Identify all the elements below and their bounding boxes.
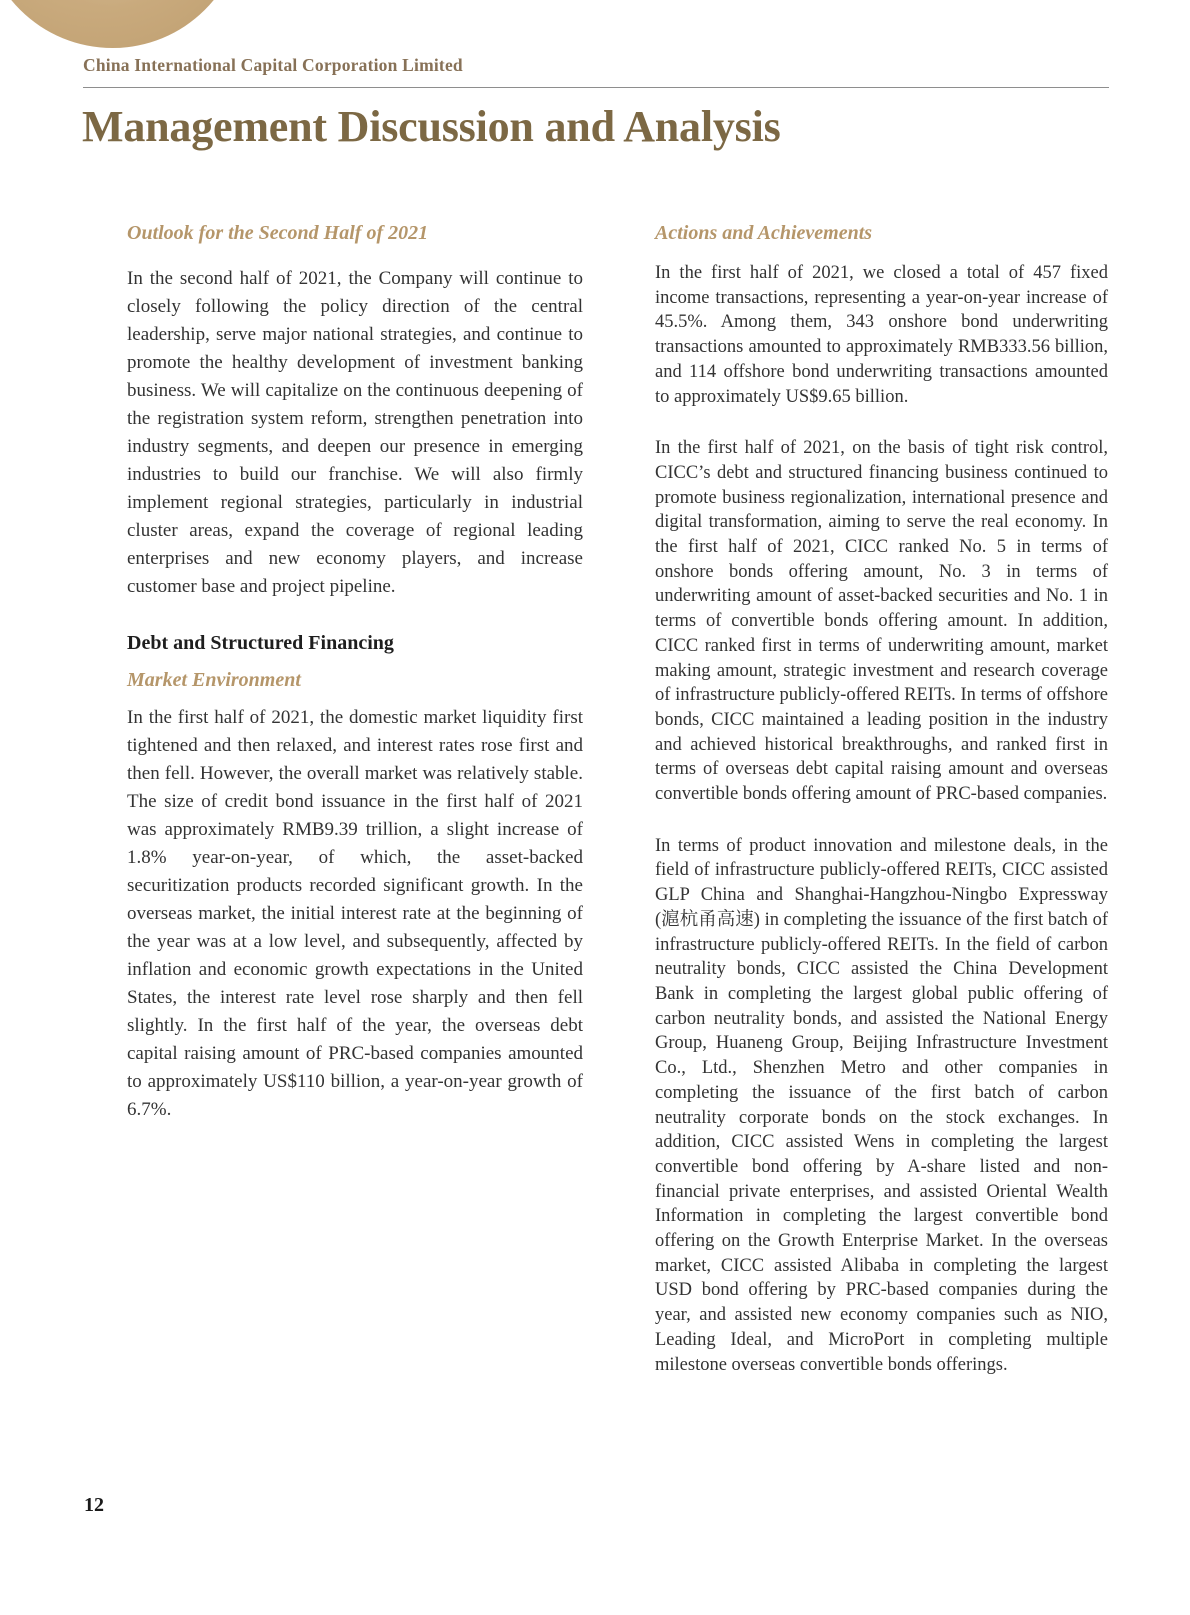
paragraph-business-rankings: In the first half of 2021, on the basis of tight risk control, CICC’s debt and structured financing business continued to promote business regionalization, international presence and digital transformation, aiming to serve the real economy. In the first half of 2021, CICC ranked No. 5 in terms of onshore bonds offering amount, No. 3 in terms of underwriting amount of asset-backed securities and No. 1 in terms of convertible bonds offering amount. In addition, CICC ranked first in terms of underwriting amount, market making amount, strategic investment and research coverage of infrastructure publicly-offered REITs. In terms of offshore bonds, CICC maintained a leading position in the industry and achieved historical breakthroughs, and ranked first in terms of overseas debt capital raising amount and overseas convertible bonds offering amount of PRC-based companies. [655,438,1108,805]
left-column [127,222,583,1124]
page-title: Management Discussion and Analysis [82,102,781,151]
header-divider [83,87,1109,88]
corner-seal-logo [0,0,243,48]
heading-actions-achievements: Actions and Achievements [655,222,873,244]
paragraph-product-innovation: In terms of product innovation and milestone deals, in the field of infrastructure publicly-offered REITs, CICC assisted GLP China and Shanghai-Hangzhou-Ningbo Expressway (滬杭甬高速) in completing the issuance of the first batch of infrastructure publicly-offered REITs. In the field of carbon neutrality bonds, CICC assisted the China Development Bank in completing the largest global public offering of carbon neutrality bonds, and assisted the National Energy Group, Huaneng Group, Beijing Infrastructure Investment Co., Ltd., Shenzhen Metro and other companies in completing the issuance of the first batch of carbon neutrality corporate bonds on the stock exchanges. In addition, CICC assisted Wens in completing the largest convertible bond offering by A-share listed and non-financial private enterprises, and assisted Oriental Wealth Information in completing the largest convertible bond offering on the Growth Enterprise Market. In the overseas market, CICC assisted Alibaba in completing the largest USD bond offering by PRC-based companies during the year, and assisted new economy companies such as NIO, Leading Ideal, and MicroPort in completing multiple milestone overseas convertible bonds offerings. [655,835,1108,1375]
paragraph-outlook: In the second half of 2021, the Company will continue to closely following the policy direction of the central leadership, serve major national strategies, and continue to promote the healthy development of investment banking business. We will capitalize on the continuous deepening of the registration system reform, strengthen penetration into industry segments, and deepen our presence in emerging industries to build our franchise. We will also firmly implement regional strategies, particularly in industrial cluster areas, expand the coverage of regional leading enterprises and new economy players, and increase customer base and project pipeline. [127,268,583,597]
heading-debt-structured-financing: Debt and Structured Financing [127,632,394,654]
paragraph-market-environment: In the first half of 2021, the domestic market liquidity first tightened and then relaxed, and interest rates rose first and then fell. However, the overall market was relatively stable. The size of credit bond issuance in the first half of 2021 was approximately RMB9.39 trillion, a slight increase of 1.8% year-on-year, of which, the asset-backed securitization products recorded significant growth. In the overseas market, the initial interest rate at the beginning of the year was at a low level, and subsequently, affected by inflation and economic growth expectations in the United States, the interest rate level rose sharply and then fell slightly. In the first half of the year, the overseas debt capital raising amount of PRC-based companies amounted to approximately US$110 billion, a year-on-year growth of 6.7%. [127,707,583,1120]
company-name: China International Capital Corporation Limited [83,55,463,75]
heading-market-environment: Market Environment [127,669,301,691]
paragraph-fixed-income-transactions: In the first half of 2021, we closed a total of 457 fixed income transactions, representing a year-on-year increase of 45.5%. Among them, 343 onshore bond underwriting transactions amounted to approximately RMB333.56 billion, and 114 offshore bond underwriting transactions amounted to approximately US$9.65 billion. [655,263,1108,407]
heading-outlook-second-half: Outlook for the Second Half of 2021 [127,222,429,244]
page-number: 12 [84,1494,104,1516]
right-column [655,222,1108,1377]
page-header [83,55,1109,88]
